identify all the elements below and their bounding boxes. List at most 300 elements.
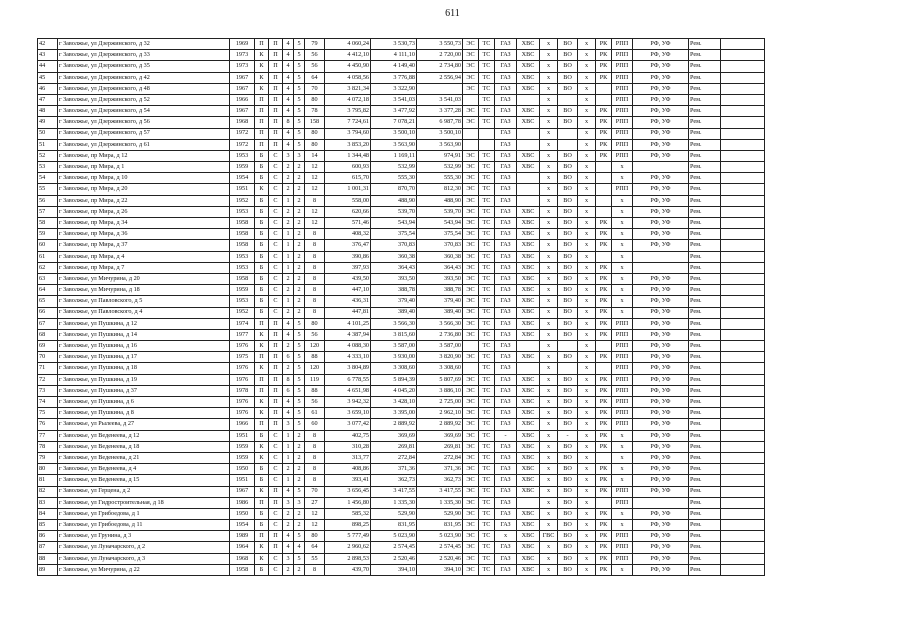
table-cell: 4 <box>283 397 294 408</box>
table-cell: г Заволжье, ул Пушкина, д 12 <box>58 318 230 329</box>
table-cell: 1976 <box>230 408 255 419</box>
table-cell: ТС <box>479 94 495 105</box>
table-cell: 272,84 <box>371 452 417 463</box>
table-cell: 42 <box>38 39 58 50</box>
table-cell: 6 <box>283 385 294 396</box>
table-cell: ХВС <box>517 307 540 318</box>
table-cell: РПП <box>612 352 633 363</box>
table-cell: РФ, УФ <box>633 553 689 564</box>
table-cell: г Заволжье, ул Дзержинского, д 52 <box>58 94 230 105</box>
table-cell: ГАЗ <box>495 374 517 385</box>
table-cell: х <box>578 240 596 251</box>
table-cell: х <box>578 273 596 284</box>
table-cell: х <box>578 218 596 229</box>
table-cell <box>596 251 612 262</box>
table-cell: х <box>578 251 596 262</box>
table-cell: РФ, УФ <box>633 195 689 206</box>
table-cell: х <box>540 106 558 117</box>
table-cell: х <box>540 240 558 251</box>
table-cell: 1958 <box>230 564 255 575</box>
table-cell: РПП <box>612 363 633 374</box>
table-cell: ГАЗ <box>495 39 517 50</box>
table-cell: 397,93 <box>325 262 371 273</box>
table-cell: РФ, УФ <box>633 408 689 419</box>
table-cell: ГАЗ <box>495 441 517 452</box>
table-cell: х <box>578 262 596 273</box>
table-cell <box>721 363 765 374</box>
table-cell: х <box>612 441 633 452</box>
table-cell <box>479 139 495 150</box>
table-cell: 2 <box>283 173 294 184</box>
table-cell: 2 <box>294 441 305 452</box>
table-cell: ЭС <box>463 452 479 463</box>
table-cell: К <box>255 441 269 452</box>
table-cell: х <box>578 206 596 217</box>
table-cell: г Заволжье, ул Пушкина, д 8 <box>58 408 230 419</box>
table-cell: 2 <box>283 341 294 352</box>
table-cell: П <box>255 385 269 396</box>
table-cell: 393,50 <box>371 273 417 284</box>
table-cell: 2 <box>294 475 305 486</box>
table-cell: 812,30 <box>417 184 463 195</box>
table-cell <box>721 486 765 497</box>
table-cell: П <box>255 318 269 329</box>
table-row <box>38 374 765 385</box>
table-cell: С <box>269 285 283 296</box>
table-cell <box>596 452 612 463</box>
table-cell: РК <box>596 150 612 161</box>
table-cell: Рем. <box>689 341 721 352</box>
table-cell: Рем. <box>689 352 721 363</box>
table-cell: ХВС <box>517 430 540 441</box>
table-cell <box>721 341 765 352</box>
table-cell: х <box>612 452 633 463</box>
table-cell: 3 795,82 <box>325 106 371 117</box>
table-cell: 80 <box>305 128 325 139</box>
table-cell: РК <box>596 520 612 531</box>
table-cell: П <box>269 486 283 497</box>
table-cell: г Заволжье, пр Мира, д 22 <box>58 195 230 206</box>
table-cell: 1974 <box>230 318 255 329</box>
table-cell: ГАЗ <box>495 408 517 419</box>
table-cell: 4 <box>283 83 294 94</box>
table-cell: Рем. <box>689 285 721 296</box>
table-cell: 1966 <box>230 419 255 430</box>
table-cell: Рем. <box>689 206 721 217</box>
table-cell: ТС <box>479 195 495 206</box>
table-cell: 3 417,55 <box>417 486 463 497</box>
table-cell: РК <box>596 262 612 273</box>
table-cell: ТС <box>479 486 495 497</box>
table-cell: 6 778,55 <box>325 374 371 385</box>
table-cell <box>633 162 689 173</box>
table-cell: - <box>495 430 517 441</box>
table-cell: х <box>578 106 596 117</box>
table-cell: 49 <box>38 117 58 128</box>
table-cell: г Заволжье, ул Мичурина, д 22 <box>58 564 230 575</box>
table-cell: г Заволжье, пр Мира, д 34 <box>58 218 230 229</box>
table-cell: РК <box>596 564 612 575</box>
table-cell: ХВС <box>517 61 540 72</box>
table-cell: РФ, УФ <box>633 564 689 575</box>
table-cell: 3 322,90 <box>371 83 417 94</box>
table-cell: 73 <box>38 385 58 396</box>
table-cell: 2 <box>294 464 305 475</box>
table-cell: ЭС <box>463 240 479 251</box>
table-cell: ГАЗ <box>495 318 517 329</box>
table-cell: 60 <box>305 419 325 430</box>
table-cell: х <box>612 475 633 486</box>
table-cell: Рем. <box>689 296 721 307</box>
table-cell: 55 <box>38 184 58 195</box>
table-cell: С <box>269 508 283 519</box>
table-row <box>38 61 765 72</box>
table-cell: 1 169,11 <box>371 150 417 161</box>
table-cell: ТС <box>479 117 495 128</box>
table-cell <box>596 206 612 217</box>
table-cell: П <box>255 117 269 128</box>
table-cell: С <box>269 184 283 195</box>
table-cell: х <box>578 195 596 206</box>
table-cell: 1 <box>283 452 294 463</box>
table-cell: 6 987,78 <box>417 117 463 128</box>
table-cell: 4 <box>283 94 294 105</box>
table-cell: П <box>269 497 283 508</box>
table-cell: 360,38 <box>371 251 417 262</box>
table-cell: РК <box>596 318 612 329</box>
table-cell: 60 <box>38 240 58 251</box>
table-cell: РФ, УФ <box>633 296 689 307</box>
table-cell: х <box>540 553 558 564</box>
table-cell: ХВС <box>517 106 540 117</box>
table-cell: х <box>612 162 633 173</box>
table-cell: 393,41 <box>325 475 371 486</box>
table-cell: х <box>612 273 633 284</box>
table-cell: С <box>269 206 283 217</box>
table-cell <box>721 150 765 161</box>
table-cell: 4 101,25 <box>325 318 371 329</box>
table-cell: П <box>255 497 269 508</box>
table-cell: 8 <box>305 307 325 318</box>
table-cell: ГАЗ <box>495 128 517 139</box>
table-row <box>38 195 765 206</box>
table-cell <box>721 296 765 307</box>
table-row <box>38 139 765 150</box>
table-cell: 389,40 <box>371 307 417 318</box>
table-cell: 55 <box>305 553 325 564</box>
table-cell: х <box>540 139 558 150</box>
table-cell: ЭС <box>463 229 479 240</box>
table-cell <box>596 94 612 105</box>
table-cell: 3 417,55 <box>371 486 417 497</box>
table-cell <box>721 374 765 385</box>
table-cell: ГАЗ <box>495 206 517 217</box>
table-cell: Б <box>255 296 269 307</box>
table-cell <box>417 83 463 94</box>
table-cell: Рем. <box>689 72 721 83</box>
table-cell: ВО <box>558 520 578 531</box>
table-cell: 1973 <box>230 50 255 61</box>
table-cell: х <box>612 218 633 229</box>
table-cell: 1969 <box>230 39 255 50</box>
table-row <box>38 296 765 307</box>
table-cell: 8 <box>305 564 325 575</box>
table-cell: 3 541,03 <box>417 94 463 105</box>
table-cell: 313,77 <box>325 452 371 463</box>
table-cell: г Заволжье, ул Дзержинского, д 32 <box>58 39 230 50</box>
table-cell: 2 <box>283 307 294 318</box>
table-cell: х <box>540 497 558 508</box>
table-cell: С <box>269 173 283 184</box>
table-cell: ЭС <box>463 117 479 128</box>
table-cell: х <box>612 206 633 217</box>
table-cell: 447,81 <box>325 307 371 318</box>
table-cell: ТС <box>479 61 495 72</box>
table-cell: 48 <box>38 106 58 117</box>
table-cell: ВО <box>558 173 578 184</box>
table-cell: 2 <box>294 173 305 184</box>
table-cell: ТС <box>479 318 495 329</box>
table-cell: 71 <box>38 363 58 374</box>
table-cell: РК <box>596 128 612 139</box>
table-cell: 1976 <box>230 363 255 374</box>
table-cell: 3 776,88 <box>371 72 417 83</box>
table-cell: 371,36 <box>371 464 417 475</box>
table-cell: РПП <box>612 106 633 117</box>
table-cell: Рем. <box>689 83 721 94</box>
table-cell: 52 <box>38 150 58 161</box>
table-row <box>38 173 765 184</box>
table-cell: 2 <box>283 285 294 296</box>
table-cell: 120 <box>305 363 325 374</box>
table-cell: 64 <box>38 285 58 296</box>
table-cell: 5 807,69 <box>417 374 463 385</box>
table-cell: ТС <box>479 329 495 340</box>
table-cell <box>721 251 765 262</box>
table-cell: ВО <box>558 262 578 273</box>
table-cell: П <box>269 352 283 363</box>
table-cell: 74 <box>38 397 58 408</box>
table-cell: ГАЗ <box>495 83 517 94</box>
table-cell: ЭС <box>463 218 479 229</box>
table-cell: х <box>578 385 596 396</box>
table-cell <box>721 419 765 430</box>
table-cell: ЭС <box>463 564 479 575</box>
table-cell: РК <box>596 106 612 117</box>
table-cell: ТС <box>479 206 495 217</box>
table-cell: х <box>578 430 596 441</box>
table-cell: 61 <box>305 408 325 419</box>
table-cell: ВО <box>558 150 578 161</box>
table-cell: г Заволжье, ул Дзержинского, д 42 <box>58 72 230 83</box>
table-cell <box>721 285 765 296</box>
table-row <box>38 531 765 542</box>
table-cell: 1 <box>283 296 294 307</box>
table-cell: С <box>269 262 283 273</box>
table-cell: х <box>578 61 596 72</box>
table-cell <box>558 139 578 150</box>
table-cell: 3 820,90 <box>417 352 463 363</box>
table-cell: 1953 <box>230 206 255 217</box>
table-cell: РФ, УФ <box>633 475 689 486</box>
table-cell: ХВС <box>517 218 540 229</box>
housing-register-table <box>37 38 765 576</box>
table-cell: г Заволжье, ул Дзержинского, д 61 <box>58 139 230 150</box>
table-cell: Рем. <box>689 195 721 206</box>
table-cell: х <box>540 329 558 340</box>
table-cell: 12 <box>305 162 325 173</box>
table-cell: ВО <box>558 553 578 564</box>
table-cell: х <box>540 363 558 374</box>
table-cell: С <box>269 273 283 284</box>
table-cell: ЭС <box>463 39 479 50</box>
table-cell: 62 <box>38 262 58 273</box>
table-cell: г Заволжье, пр Мира, д 26 <box>58 206 230 217</box>
table-row <box>38 106 765 117</box>
table-cell: г Заволжье, пр Мира, д 37 <box>58 240 230 251</box>
table-cell: 78 <box>38 441 58 452</box>
table-cell: г Заволжье, пр Мира, д 7 <box>58 262 230 273</box>
table-cell: ТС <box>479 363 495 374</box>
table-cell: Рем. <box>689 397 721 408</box>
table-cell: ЭС <box>463 251 479 262</box>
table-cell: 5 894,39 <box>371 374 417 385</box>
table-cell: х <box>578 341 596 352</box>
table-cell: Рем. <box>689 486 721 497</box>
table-cell <box>596 341 612 352</box>
table-cell: 57 <box>38 206 58 217</box>
table-cell: 3 804,89 <box>325 363 371 374</box>
table-cell: РПП <box>612 184 633 195</box>
table-cell: ТС <box>479 520 495 531</box>
table-cell: 1953 <box>230 262 255 273</box>
table-cell: 63 <box>38 273 58 284</box>
table-cell: 4 088,30 <box>325 341 371 352</box>
table-cell: х <box>540 162 558 173</box>
table-cell: 529,90 <box>371 508 417 519</box>
table-cell: х <box>578 441 596 452</box>
table-cell: ГАЗ <box>495 240 517 251</box>
table-cell: ВО <box>558 408 578 419</box>
table-cell: 6 <box>283 352 294 363</box>
table-cell: 3 930,00 <box>371 352 417 363</box>
table-row <box>38 430 765 441</box>
table-cell: РФ, УФ <box>633 452 689 463</box>
table-cell: 3 563,90 <box>371 139 417 150</box>
table-cell: РК <box>596 441 612 452</box>
table-cell: 1953 <box>230 251 255 262</box>
table-cell: П <box>255 352 269 363</box>
table-cell <box>517 173 540 184</box>
table-cell: х <box>612 564 633 575</box>
table-cell: 80 <box>38 464 58 475</box>
table-cell: ВО <box>558 206 578 217</box>
table-cell: 4 045,20 <box>371 385 417 396</box>
table-cell: ХВС <box>517 240 540 251</box>
table-cell: К <box>255 553 269 564</box>
table-cell: 439,50 <box>325 273 371 284</box>
table-cell: х <box>578 128 596 139</box>
table-cell <box>721 218 765 229</box>
table-cell: РФ, УФ <box>633 374 689 385</box>
table-cell: 85 <box>38 520 58 531</box>
table-cell: 1 <box>283 229 294 240</box>
table-cell: 5 <box>294 374 305 385</box>
table-cell <box>721 262 765 273</box>
table-cell: 5 <box>294 408 305 419</box>
table-cell: РК <box>596 240 612 251</box>
table-cell: 362,73 <box>371 475 417 486</box>
table-cell: 1959 <box>230 162 255 173</box>
table-cell: х <box>540 307 558 318</box>
table-cell: 1978 <box>230 385 255 396</box>
table-cell: РФ, УФ <box>633 61 689 72</box>
table-cell: ЭС <box>463 273 479 284</box>
table-cell: ВО <box>558 61 578 72</box>
table-cell: РПП <box>612 419 633 430</box>
table-cell: 3 530,73 <box>371 39 417 50</box>
table-cell <box>721 430 765 441</box>
table-cell <box>721 173 765 184</box>
table-cell: х <box>578 520 596 531</box>
table-cell: ТС <box>479 273 495 284</box>
table-cell: С <box>269 553 283 564</box>
table-cell: х <box>578 352 596 363</box>
table-cell: ЭС <box>463 520 479 531</box>
table-cell: 12 <box>305 218 325 229</box>
table-cell: 89 <box>38 564 58 575</box>
table-cell: 68 <box>38 329 58 340</box>
table-row <box>38 262 765 273</box>
table-cell: 2 736,80 <box>417 329 463 340</box>
table-cell: Рем. <box>689 419 721 430</box>
table-cell: 54 <box>38 173 58 184</box>
table-cell <box>463 341 479 352</box>
table-cell: 1958 <box>230 229 255 240</box>
table-cell: г Заволжье, ул Дзержинского, д 57 <box>58 128 230 139</box>
table-row <box>38 341 765 352</box>
table-cell: 87 <box>38 542 58 553</box>
table-cell: ЭС <box>463 206 479 217</box>
table-cell: РК <box>596 430 612 441</box>
table-cell: Рем. <box>689 307 721 318</box>
table-cell: 59 <box>38 229 58 240</box>
table-cell: 2 889,92 <box>417 419 463 430</box>
table-cell: 543,94 <box>417 218 463 229</box>
table-cell: 12 <box>305 173 325 184</box>
table-row <box>38 273 765 284</box>
table-cell: ХВС <box>517 542 540 553</box>
table-cell: П <box>269 318 283 329</box>
table-cell: РК <box>596 139 612 150</box>
table-cell: ХВС <box>517 83 540 94</box>
table-cell: ВО <box>558 531 578 542</box>
table-cell: 4 060,24 <box>325 39 371 50</box>
table-cell: РПП <box>612 329 633 340</box>
table-cell: Рем. <box>689 50 721 61</box>
table-cell: ВО <box>558 184 578 195</box>
table-cell: ТС <box>479 296 495 307</box>
table-cell: ТС <box>479 408 495 419</box>
table-cell: 3 563,90 <box>417 139 463 150</box>
table-cell: ГАЗ <box>495 508 517 519</box>
table-cell <box>463 363 479 374</box>
table-cell: С <box>269 441 283 452</box>
table-cell: ЭС <box>463 508 479 519</box>
table-cell: 158 <box>305 117 325 128</box>
table-cell: РФ, УФ <box>633 83 689 94</box>
table-cell: 2 574,45 <box>417 542 463 553</box>
